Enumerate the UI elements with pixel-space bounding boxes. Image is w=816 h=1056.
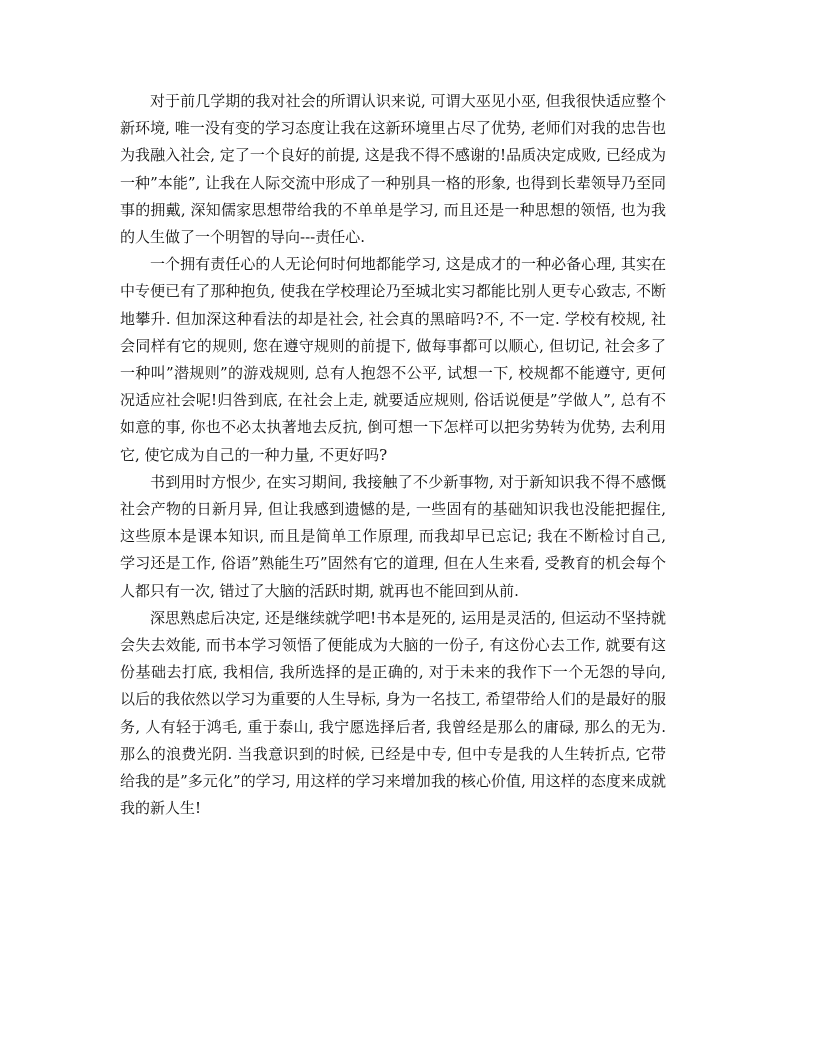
paragraph-3: 书到用时方恨少, 在实习期间, 我接触了不少新事物, 对于新知识我不得不感慨社会产物的日新月异, 但让我感到遗憾的是, 一些固有的基础知识我也没能把握住, 这些原本是课本知识, 而且是简单工作原理, 而我却早已忘记; 我在不断检讨自己, 学习还是工作, 俗语”熟能生巧”固然有它的道理, 但在人生来看, 受教育的机会每个人都只有一次, 错过了大脑的活跃时期, 就再也不能回到从前. xyxy=(120,472,666,600)
paragraph-1: 对于前几学期的我对社会的所谓认识来说, 可谓大巫见小巫, 但我很快适应整个新环境, 唯一没有变的学习态度让我在这新环境里占尽了优势, 老师们对我的忠告也为我融入社会, 定了一个良好的前提, 这是我不得不感谢的!品质决定成败, 已经成为一种”本能”, 让我在人际交流中形成了一种别具一格的形象, 也得到长辈领导乃至同事的拥戴, 深知儒家思想带给我的不单单是学习, 而且还是一种思想的领悟, 也为我的人生做了一个明智的导向---责任心. xyxy=(120,92,666,247)
document-page xyxy=(120,88,666,822)
paragraph-2: 一个拥有责任心的人无论何时何地都能学习, 这是成才的一种必备心理, 其实在中专便已有了那种抱负, 使我在学校理论乃至城北实习都能比别人更专心致志, 不断地攀升. 但加深这种看法的却是社会, 社会真的黑暗吗?不, 不一定. 学校有校规, 社会同样有它的规则, 您在遵守规则的前提下, 做每事都可以顺心, 但切记, 社会多了一种叫”潜规则”的游戏规则, 总有人抱怨不公平, 试想一下, 校规都不能遵守, 更何况适应社会呢!归咎到底, 在社会上走, 就要适应规则, 俗话说便是”学做人”, 总有不如意的事, 你也不必太执著地去反抗, 倒可想一下怎样可以把劣势转为优势, 去利用它, 使它成为自己的一种力量, 不更好吗? xyxy=(120,255,666,464)
paragraph-4: 深思熟虑后决定, 还是继续就学吧!书本是死的, 运用是灵活的, 但运动不坚持就会失去效能, 而书本学习领悟了便能成为大脑的一份子, 有这份心去工作, 就要有这份基础去打底, 我相信, 我所选择的是正确的, 对于未来的我作下一个无怨的导向, 以后的我依然以学习为重要的人生导标, 身为一名技工, 希望带给人们的是最好的服务, 人有轻于鸿毛, 重于泰山, 我宁愿选择后者, 我曾经是那么的庸碌, 那么的无为. 那么的浪费光阴. 当我意识到的时候, 已经是中专, 但中专是我的人生转折点, 它带给我的是”多元化”的学习, 用这样的学习来增加我的核心价值, 用这样的态度来成就我的新人生! xyxy=(120,608,666,818)
